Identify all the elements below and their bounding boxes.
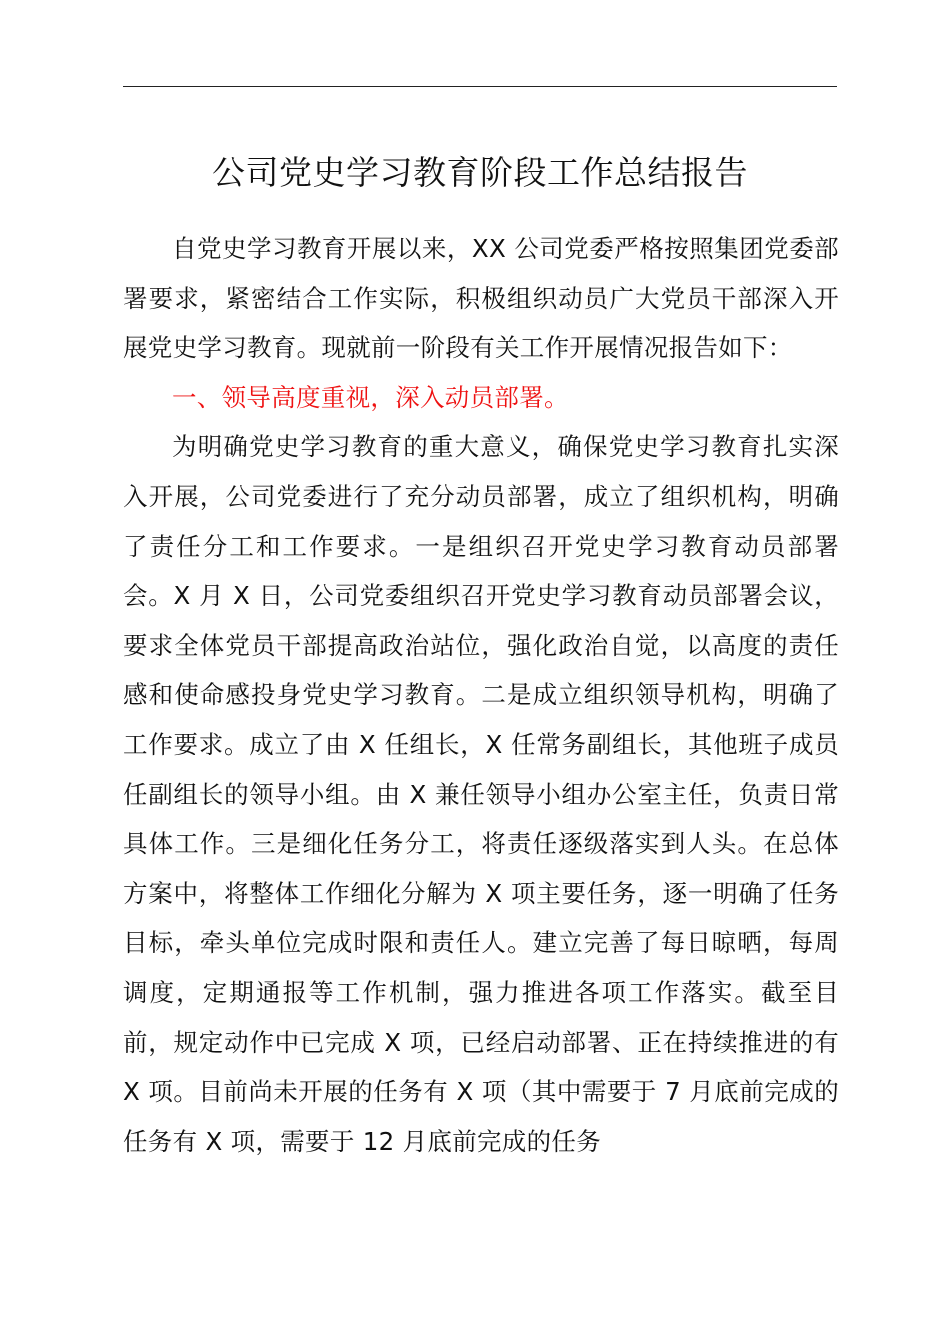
header-rule: [123, 86, 837, 87]
document-title: 公司党史学习教育阶段工作总结报告: [212, 153, 748, 192]
intro-paragraph: 自党史学习教育开展以来，XX 公司党委严格按照集团党委部署要求，紧密结合工作实际，积极组织动员广大党员干部深入开展党史学习教育。现就前一阶段有关工作开展情况报告如下：: [123, 234, 839, 363]
section-1-paragraph: 为明确党史学习教育的重大意义，确保党史学习教育扎实深入开展，公司党委进行了充分动员部署，成立了组织机构，明确了责任分工和工作要求。一是组织召开党史学习教育动员部署会。X 月 X 日，公司党委组织召开党史学习教育动员部署会议，要求全体党员干部提高政治站位，强化政治自觉，以高度的责任感和使命感投身党史学习教育。二是成立组织领导机构，明确了工作要求。成立了由 X 任组长，X 任常务副组长，其他班子成员任副组长的领导小组。由 X 兼任领导小组办公室主任，负责日常具体工作。三是细化任务分工，将责任逐级落实到人头。在总体方案中，将整体工作细化分解为 X 项主要任务，逐一明确了任务目标，牵头单位完成时限和责任人。建立完善了每日晾晒，每周调度，定期通报等工作机制，强力推进各项工作落实。截至目前，规定动作中已完成 X 项，已经启动部署、正在持续推进的有 X 项。目前尚未开展的任务有 X 项（其中需要于 7 月底前完成的任务有 X 项，需要于 12 月底前完成的任务: [123, 432, 839, 1156]
document-body: [123, 224, 839, 1166]
section-heading-1: 一、领导高度重视，深入动员部署。: [172, 382, 569, 412]
